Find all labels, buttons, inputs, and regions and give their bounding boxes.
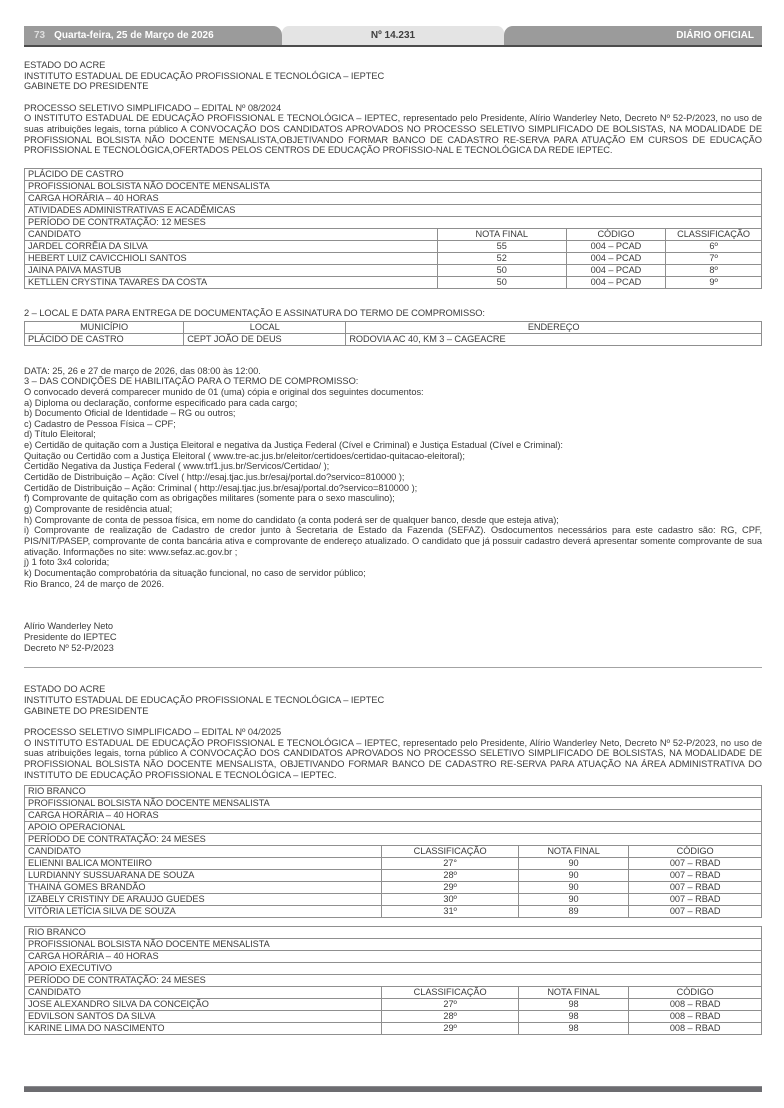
requirement-line: Certidão Negativa da Justiça Federal ( www.trf1.jus.br/Servicos/Certidao/ ); [24, 461, 330, 472]
table-header-cell: NOTA FINAL [518, 846, 629, 858]
masthead-issue-tab [282, 26, 504, 45]
table-cell: ELIENNI BALICA MONTEIIRO [25, 858, 382, 870]
doc-table [24, 168, 762, 289]
org-line: INSTITUTO ESTADUAL DE EDUCAÇÃO PROFISSIONAL E TECNOLÓGICA – IEPTEC [24, 694, 385, 705]
table-cell: HEBERT LUIZ CAVICCHIOLI SANTOS [25, 252, 438, 264]
table-cell: 55 [437, 240, 566, 252]
table-cell: EDVILSON SANTOS DA SILVA [25, 1011, 382, 1023]
table-header-cell: NOTA FINAL [437, 228, 566, 240]
table-header-cell: CANDIDATO [25, 987, 382, 999]
requirement-line: Rio Branco, 24 de março de 2026. [24, 578, 165, 589]
requirement-line: Certidão de Distribuição – Ação: Criminal ( http://esaj.tjac.jus.br/esaj/portal.do?servico=810000 ); [24, 482, 418, 493]
table-cell: IZABELY CRISTINY DE ARAUJO GUEDES [25, 894, 382, 906]
requirement-line: e) Certidão de quitação com a Justiça Eleitoral e negativa da Justiça Federal (Cível e Criminal) e Justiça Estadual (Cível e Criminal): [24, 440, 563, 451]
spacer [24, 92, 762, 103]
table-cell: 007 – RBAD [629, 906, 762, 918]
table-cell: 007 – RBAD [629, 882, 762, 894]
table-info-row [25, 204, 762, 216]
table-info-row [25, 192, 762, 204]
table-row [25, 1023, 762, 1035]
table-cell: VITÓRIA LETÍCIA SILVA DE SOUZA [25, 906, 382, 918]
table-info-cell: APOIO EXECUTIVO [25, 963, 762, 975]
table-header-row [25, 846, 762, 858]
requirement-line: i) Comprovante de realização de Cadastro de credor junto à Secretaria de Estado da Fazenda (SEFAZ). Osdocumentos necessários para este cadastro são: RG, CPF, PIS/NIT/PASEP, comprovante de conta bancária ativa e comprovante de endereço atualizado. O candidato que já possuir cadastro deverá apresentar somente comprovante de sua ativação. Informações no site: www.sefaz.ac.gov.br ; [24, 525, 762, 557]
table-cell: 98 [518, 1023, 629, 1035]
signature-line: Presidente do IEPTEC [24, 631, 117, 642]
table-cell: 90 [518, 882, 629, 894]
issue-number: Nº 14.231 [370, 30, 416, 41]
table-info-row [25, 216, 762, 228]
table-cell: 90 [518, 858, 629, 870]
org-line: ESTADO DO ACRE [24, 60, 106, 70]
table-header-cell: CLASSIFICAÇÃO [666, 228, 762, 240]
notice-title: PROCESSO SELETIVO SIMPLIFICADO – EDITAL Nº 08/2024 [24, 102, 282, 113]
table-cell: 008 – RBAD [629, 1023, 762, 1035]
table-info-row [25, 939, 762, 951]
table-row [25, 252, 762, 264]
table-info-row [25, 963, 762, 975]
requirement-line: Certidão de Distribuição – Ação: Cível ( http://esaj.tjac.jus.br/esaj/portal.do?servico=810000 ); [24, 472, 405, 483]
requirement-line: h) Comprovante de conta de pessoa física, em nome do candidato (a conta poderá ser de qualquer banco, desde que esteja ativa); [24, 514, 559, 525]
table-row [25, 906, 762, 918]
page-end-bar [24, 1086, 762, 1092]
table-info-row [25, 786, 762, 798]
table-info-row [25, 810, 762, 822]
doc-table [24, 321, 762, 346]
notice-divider [24, 667, 762, 668]
table-info-cell: PROFISSIONAL BOLSISTA NÃO DOCENTE MENSALISTA [25, 939, 762, 951]
table-cell: 004 – PCAD [566, 252, 665, 264]
table-cell: 008 – RBAD [629, 1011, 762, 1023]
table-info-row [25, 975, 762, 987]
notice-body: O INSTITUTO ESTADUAL DE EDUCAÇÃO PROFISSIONAL E TECNOLÓGICA – IEPTEC, representado pelo Presidente, Alírio Wanderley Neto, Decreto Nº 52-P/2023, no uso de suas atribuições legais, torna público A CONVOCAÇÃO DOS CANDIDATOS APROVADOS NO PROCESSO SELETIVO SIMPLIFICADO DE BOLSISTAS, NA MODALIDADE DE PROFISSIONAL BOLSISTA NÃO DOCENTE MENSALISTA, OBJETIVANDO FORMAR BANCO DE CADASTRO RE-SERVA PARA ATUAÇÃO NA ÁREA ADMINISTRATIVA DO INSTITUTO DE EDUCAÇÃO PROFISSIONAL E TECNOLÓGICA – IEPTEC. [24, 737, 762, 780]
org-line: ESTADO DO ACRE [24, 684, 106, 695]
requirement-line: d) Título Eleitoral; [24, 429, 96, 440]
org-lines [24, 60, 762, 92]
masthead-title: DIÁRIO OFICIAL [676, 30, 754, 41]
table-cell: JOSE ALEXANDRO SILVA DA CONCEIÇÃO [25, 999, 382, 1011]
table-cell: 28º [382, 1011, 518, 1023]
table-cell: 004 – PCAD [566, 264, 665, 276]
table-header-cell: CANDIDATO [25, 228, 438, 240]
requirement-line: Quitação ou Certidão com a Justiça Eleitoral ( www.tre-ac.jus.br/eleitor/certidoes/certidao-quitacao-eleitoral); [24, 450, 465, 461]
spacer [24, 716, 762, 727]
table-row [25, 1011, 762, 1023]
page-number: 73 [34, 30, 46, 41]
table-header-row [25, 321, 762, 333]
table-cell: 27º [382, 999, 518, 1011]
table-header-row [25, 987, 762, 999]
table-info-row [25, 168, 762, 180]
table-cell: JARDEL CORRÊIA DA SILVA [25, 240, 438, 252]
table-cell: 008 – RBAD [629, 999, 762, 1011]
signature-line: Alírio Wanderley Neto [24, 621, 114, 632]
table-cell: 52 [437, 252, 566, 264]
table-cell: LURDIANNY SUSSUARANA DE SOUZA [25, 870, 382, 882]
requirement-line: g) Comprovante de residência atual; [24, 504, 173, 515]
requirement-line: k) Documentação comprobatória da situação funcional, no caso de servidor público; [24, 568, 366, 579]
requirement-line: c) Cadastro de Pessoa Física – CPF; [24, 418, 176, 429]
table-cell: 007 – RBAD [629, 870, 762, 882]
doc-table [24, 926, 762, 1035]
table-info-cell: PLÁCIDO DE CASTRO [25, 168, 762, 180]
table-cell: 30º [382, 894, 518, 906]
notice-title: PROCESSO SELETIVO SIMPLIFICADO – EDITAL Nº 04/2025 [24, 726, 282, 737]
masthead-rule [24, 45, 762, 47]
table-header-cell: MUNICÍPIO [25, 321, 184, 333]
table-cell: 8º [666, 264, 762, 276]
table-header-row [25, 228, 762, 240]
table-cell: KARINE LIMA DO NASCIMENTO [25, 1023, 382, 1035]
table-header-cell: CÓDIGO [629, 846, 762, 858]
table-cell: CEPT JOÃO DE DEUS [184, 333, 346, 345]
table-cell: 90 [518, 870, 629, 882]
notice-edital-08-2024 [24, 60, 762, 653]
org-line: INSTITUTO ESTADUAL DE EDUCAÇÃO PROFISSIONAL E TECNOLÓGICA – IEPTEC [24, 70, 385, 81]
table-info-cell: ATIVIDADES ADMINISTRATIVAS E ACADÊMICAS [25, 204, 762, 216]
table-cell: 29º [382, 882, 518, 894]
table-cell: 98 [518, 1011, 629, 1023]
signature-line: Decreto Nº 52-P/2023 [24, 642, 114, 653]
table-info-cell: PERÍODO DE CONTRATAÇÃO: 24 MESES [25, 975, 762, 987]
table-cell: 29º [382, 1023, 518, 1035]
table-row [25, 264, 762, 276]
table-row [25, 333, 762, 345]
table-cell: 27° [382, 858, 518, 870]
table-info-row [25, 951, 762, 963]
table-header-cell: NOTA FINAL [518, 987, 629, 999]
table-row [25, 882, 762, 894]
table-row [25, 870, 762, 882]
table-cell: 31º [382, 906, 518, 918]
org-line: GABINETE DO PRESIDENTE [24, 705, 149, 716]
table-header-cell: CÓDIGO [566, 228, 665, 240]
table-cell: 6º [666, 240, 762, 252]
table-cell: 7º [666, 252, 762, 264]
table-cell: JAINA PAIVA MASTUB [25, 264, 438, 276]
edition-date: Quarta-feira, 25 de Março de 2026 [54, 30, 214, 41]
results-table-apoio-operacional [24, 785, 762, 918]
table-cell: 007 – RBAD [629, 858, 762, 870]
signature-block [24, 621, 762, 653]
table-cell: 004 – PCAD [566, 276, 665, 288]
masthead-date-tab [24, 26, 282, 45]
requirement-line: a) Diploma ou declaração, conforme especificado para cada cargo; [24, 397, 298, 408]
table-header-cell: LOCAL [184, 321, 346, 333]
section3-title: 3 – DAS CONDIÇÕES DE HABILITAÇÃO PARA O TERMO DE COMPROMISSO: [24, 376, 359, 387]
table-cell: THAINÁ GOMES BRANDÃO [25, 882, 382, 894]
table-header-cell: CLASSIFICAÇÃO [382, 987, 518, 999]
table-cell: 9º [666, 276, 762, 288]
doc-table [24, 785, 762, 918]
notice-edital-04-2025 [24, 684, 762, 1035]
table-cell: 50 [437, 276, 566, 288]
table-info-cell: APOIO OPERACIONAL [25, 822, 762, 834]
notice-body: O INSTITUTO ESTADUAL DE EDUCAÇÃO PROFISSIONAL E TECNOLÓGICA – IEPTEC, representado pelo Presidente, Alírio Wanderley Neto, Decreto Nº 52-P/2023, no uso de suas atribuições legais, torna público A CONVOCAÇÃO DOS CANDIDATOS APROVADOS NO PROCESSO SELETIVO SIMPLIFICADO DE BOLSISTAS, NA MODALIDADE DE PROFISSIONAL BOLSISTA NÃO DOCENTE MENSALISTA,OBJETIVANDO FORMAR BANCO DE CADASTRO RE-SERVA PARA ATUAÇÃO EM CURSOS DE EDUCAÇÃO PROFISSIONAL E TECNOLÓGICA,OFERTADOS PELOS CENTROS DE EDUCAÇÃO PROFISSIO-NAL E TECNOLÓGICA DA REDE IEPTEC. [24, 113, 762, 156]
table-info-cell: CARGA HORÁRIA – 40 HORAS [25, 810, 762, 822]
requirement-line: b) Documento Oficial de Identidade – RG ou outros; [24, 408, 236, 419]
org-line: GABINETE DO PRESIDENTE [24, 81, 149, 92]
location-table [24, 321, 762, 346]
requirement-line: f) Comprovante de quitação com as obrigações militares (somente para o sexo masculino); [24, 493, 395, 504]
table-info-row [25, 927, 762, 939]
table-cell: 50 [437, 264, 566, 276]
table-info-cell: CARGA HORÁRIA – 40 HORAS [25, 192, 762, 204]
date-line: DATA: 25, 26 e 27 de março de 2026, das 08:00 às 12:00. [24, 365, 261, 376]
table-info-cell: CARGA HORÁRIA – 40 HORAS [25, 951, 762, 963]
results-table-apoio-executivo [24, 926, 762, 1035]
table-cell: RODOVIA AC 40, KM 3 – CAGEACRE [346, 333, 762, 345]
table-cell: KETLLEN CRYSTINA TAVARES DA COSTA [25, 276, 438, 288]
table-header-cell: ENDEREÇO [346, 321, 762, 333]
requirements-list [24, 387, 762, 589]
table-row [25, 276, 762, 288]
table-cell: 98 [518, 999, 629, 1011]
masthead-title-tab [504, 26, 762, 45]
table-cell: 90 [518, 894, 629, 906]
requirement-line: O convocado deverá comparecer munido de 01 (uma) cópia e original dos seguintes documentos: [24, 386, 424, 397]
table-info-row [25, 822, 762, 834]
table-row [25, 858, 762, 870]
section2-title: 2 – LOCAL E DATA PARA ENTREGA DE DOCUMENTAÇÃO E ASSINATURA DO TERMO DE COMPROMISSO: [24, 307, 485, 318]
table-header-cell: CLASSIFICAÇÃO [382, 846, 518, 858]
requirement-line: j) 1 foto 3x4 colorida; [24, 557, 110, 568]
table-header-cell: CANDIDATO [25, 846, 382, 858]
table-info-cell: RIO BRANCO [25, 786, 762, 798]
table-info-cell: PERÍODO DE CONTRATAÇÃO: 24 MESES [25, 834, 762, 846]
table-cell: 89 [518, 906, 629, 918]
table-info-row [25, 798, 762, 810]
table-info-cell: RIO BRANCO [25, 927, 762, 939]
table-info-cell: PERÍODO DE CONTRATAÇÃO: 12 MESES [25, 216, 762, 228]
table-row [25, 999, 762, 1011]
table-info-row [25, 834, 762, 846]
table-header-cell: CÓDIGO [629, 987, 762, 999]
table-cell: 007 – RBAD [629, 894, 762, 906]
table-row [25, 894, 762, 906]
results-table-placido [24, 168, 762, 289]
table-info-cell: PROFISSIONAL BOLSISTA NÃO DOCENTE MENSALISTA [25, 180, 762, 192]
table-cell: 28º [382, 870, 518, 882]
table-info-row [25, 180, 762, 192]
table-cell: PLÁCIDO DE CASTRO [25, 333, 184, 345]
masthead [24, 26, 762, 45]
org-lines [24, 684, 762, 716]
table-row [25, 240, 762, 252]
table-cell: 004 – PCAD [566, 240, 665, 252]
table-info-cell: PROFISSIONAL BOLSISTA NÃO DOCENTE MENSALISTA [25, 798, 762, 810]
